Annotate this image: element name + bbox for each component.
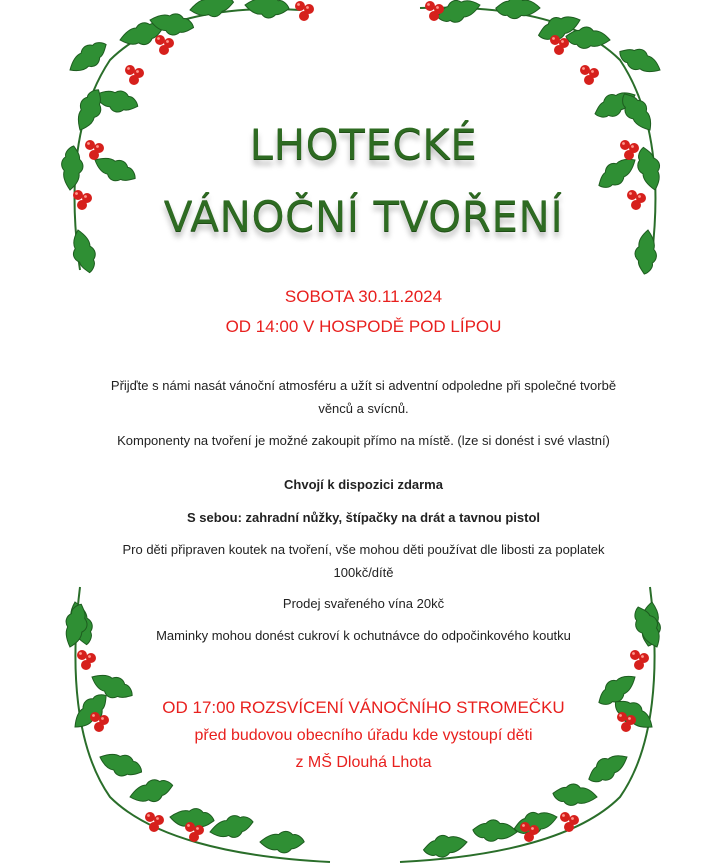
- tree-lighting-location: před budovou obecního úřadu kde vystoupí děti: [194, 727, 533, 744]
- page-title-line2: VÁNOČNÍ TVOŘENÍ: [163, 192, 564, 241]
- tree-lighting-performers: z MŠ Dlouhá Lhota: [295, 754, 432, 771]
- tree-lighting-heading: OD 17:00 ROZSVÍCENÍ VÁNOČNÍHO STROMEČKU: [162, 698, 565, 717]
- holly-bottom-icon: [0, 577, 727, 867]
- components-paragraph: Komponenty na tvoření je možné zakoupit přímo na místě. (lze si donést i své vlastní): [117, 433, 610, 448]
- page-title-line1: LHOTECKÉ: [249, 120, 478, 169]
- event-date: SOBOTA 30.11.2024: [284, 287, 443, 306]
- bring-along-note: S sebou: zahradní nůžky, štípačky na drát a tavnou pistol: [187, 510, 540, 525]
- mulled-wine-note: Prodej svařeného vína 20kč: [282, 596, 445, 611]
- event-time-place: OD 14:00 V HOSPODĚ POD LÍPOU: [225, 317, 502, 336]
- kids-corner-paragraph: Pro děti připraven koutek na tvoření, vše mohou děti používat dle libosti za poplatek 100kč/dítě: [122, 542, 605, 580]
- cookies-note: Maminky mohou donést cukroví k ochutnávce do odpočinkového koutku: [156, 628, 571, 643]
- free-branches-note: Chvojí k dispozici zdarma: [284, 477, 443, 492]
- intro-paragraph: Přijďte s námi nasát vánoční atmosféru a užít si adventní odpoledne při společné tvorbě věnců a svícnů.: [110, 378, 617, 416]
